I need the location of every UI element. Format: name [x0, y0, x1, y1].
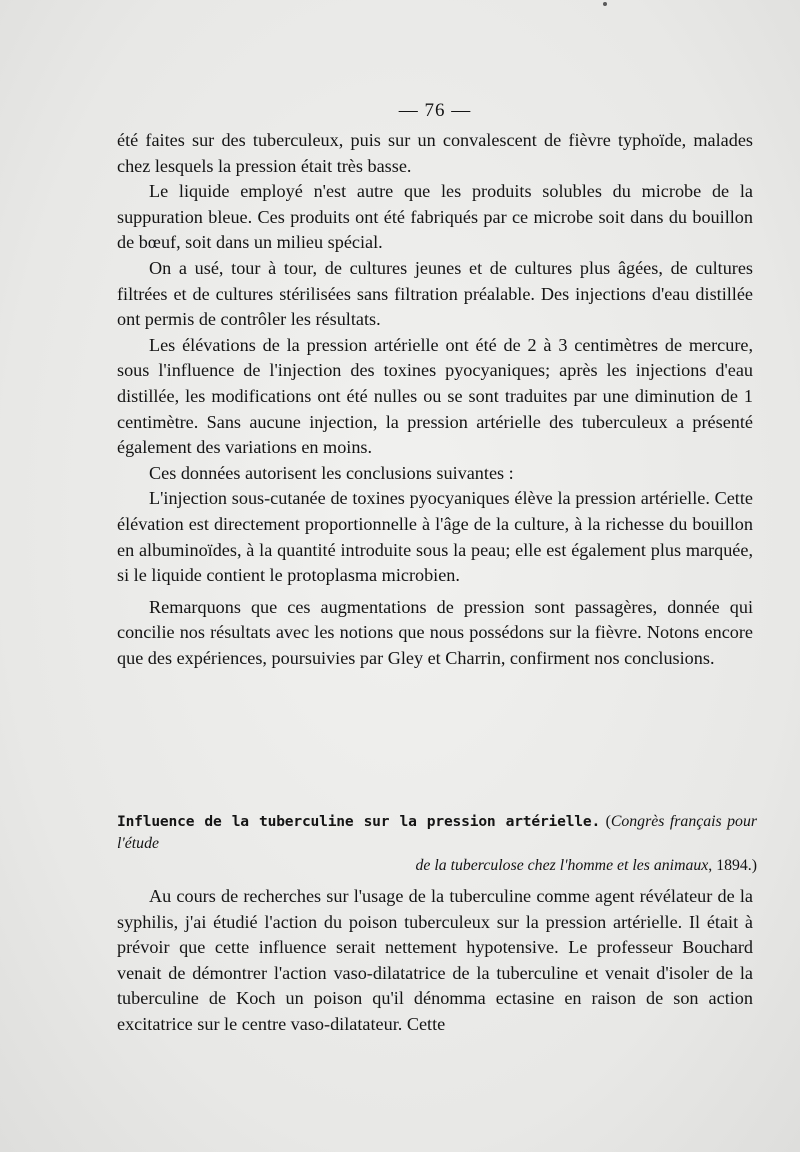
paragraph-tuberculin: Au cours de recherches sur l'usage de la tuberculine comme agent révélateur de la syphilis, j'ai étudié l'action du poison tuberculeux sur la pression artérielle. Il était à prévoir que cette influence serait nettement hypotensive. Le professeur Bouchard venait de démontrer l'action vaso-dilatatrice de la tuberculine et venait d'isoler de la tuberculine de Koch un poison qu'il dénomma ectasine en raison de son action excitatrice sur le centre vaso-dilatateur. Cette [117, 886, 753, 1034]
paragraph-liquid: Le liquide employé n'est autre que les produits solubles du microbe de la suppuration bleue. Ces produits ont été fabriqués par ce microbe soit dans du bouillon de bœuf, soit dans un milieu spécial. [117, 181, 753, 253]
paragraph-cultures: On a usé, tour à tour, de cultures jeunes et de cultures plus âgées, de cultures filtrées et de cultures stérilisées sans filtration préalable. Des injections d'eau distillée ont permis de contrôler les résultats. [117, 257, 753, 330]
paragraph-conclusion: L'injection sous-cutanée de toxines pyocyaniques élève la pression artérielle. Cette élévation est directement proportionnelle à l'âge de la culture, à la richesse du bouillon en albuminoïdes, à la quantité introduite sous la peau; elle est également plus marquée, si le liquide contient le protoplasma microbien. [117, 488, 753, 586]
section-title: Influence de la tuberculine sur la pression artérielle. [117, 813, 601, 830]
source-line-2: de la tuberculose chez l'homme et les animaux [415, 857, 709, 874]
body-text-bottom [117, 884, 753, 1038]
paragraph-conclusions-intro: Ces données autorisent les conclusions suivantes : [149, 462, 514, 483]
section-heading [117, 811, 757, 877]
source-year: , 1894.) [708, 857, 757, 874]
source-open-paren: ( [605, 813, 611, 830]
paragraph-remarks: Remarquons que ces augmentations de pression sont passagères, donnée qui concilie nos résultats avec les notions que nous possédons sur la fièvre. Notons encore que des expériences, poursuivies par Gley et Charrin, confirment nos conclusions. [117, 596, 753, 668]
source-line-1: Congrès français pour l'étude [117, 813, 757, 852]
ink-speck [603, 2, 607, 6]
body-text-top [117, 128, 753, 671]
page-number: — 76 — [398, 100, 472, 121]
paragraph-elevations: Les élévations de la pression artérielle ont été de 2 à 3 centimètres de mercure, sous l'influence de l'injection des toxines pyocyaniques; après les injections d'eau distillée, les modifications ont été nulles ou se sont traduites par une diminution de 1 centimètre. Sans aucune injection, la pression artérielle des tuberculeux a présenté également des variations en moins. [117, 334, 753, 458]
paragraph-continued: été faites sur des tuberculeux, puis sur un convalescent de fièvre typhoïde, malades chez lesquels la pression était très basse. [117, 130, 753, 176]
